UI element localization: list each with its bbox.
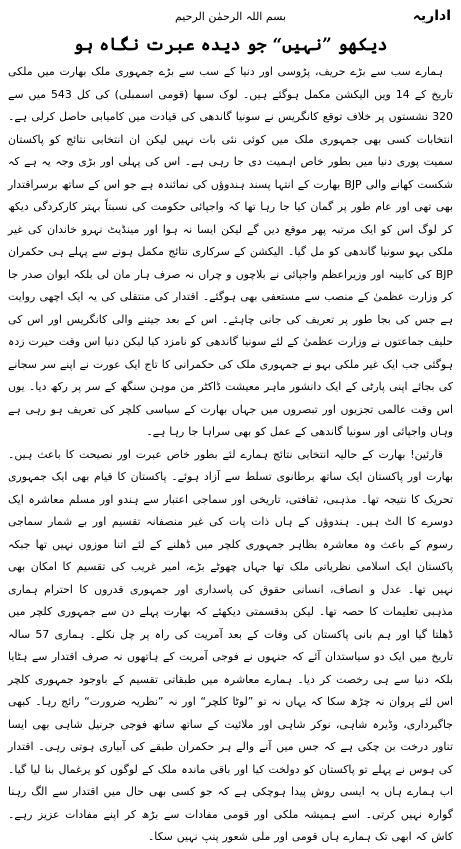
paragraph: ہمارے سب سے بڑے حریف، پڑوسی اور دنیا کے سب سے بڑے جمہوری ملک بھارت میں ملکی تاریخ کے 14 ویں الیکشن مکمل ہوگئے ہیں۔ لوک سبھا (قومی اسمبلی) کی کل 543 میں سے 320 نشستوں پر خلاف توقع کانگریس نے سونیا گاندھی کی قیادت میں کامیابی حاصل کرلی ہے۔ انتخابات کسی بھی جمہوری ملک میں کوئی نئی بات نہیں لیکن ان انتخابی نتائج کو پاکستان سمیت پوری دنیا میں بطور خاص اہمیت دی جا رہی ہے۔ اس کی پہلی اور بڑی وجہ یہ ہے کہ شکست کھانے والی BJP بھارت کے انتہا پسند ہندوؤں کی نمائندہ ہے جو اس کے ساتھ برسراقتدار بھی تھی اور عام طور پر گمان کیا جا رہا تھا کہ واجپائی حکومت کی نسبتاً بہتر کارکردگی دیکھ کر لوگ اس کو ایک مرتبہ پھر موقع دیں گے لیکن ایسا نہ ہوا اور مینڈیٹ نہرو خاندان کی غیر ملکی بہو سونیا گاندھی کو مل گیا۔ الیکشن کے سرکاری نتائج مکمل ہونے سے پہلے ہی حکمران BJP کی کابینہ اور وزیراعظم واجپائی نے بلاچوں و چراں نہ صرف ہار مان لی بلکہ ایوان صدر جا کر وزارت عظمیٰ کے منصب سے مستعفی بھی ہوگئے۔ اقتدار کی منتقلی کی یہ ایک اچھی روایت ہے جس کی بجا طور پر تعریف کی جانی چاہئے۔ اس کے بعد جیتنے والی کانگریس اور اس کی حلیف جماعتوں نے وزارت عظمیٰ کے لئے سونیا گاندھی کو نامزد کیا لیکن دنیا اس وقت حیرت زدہ ہوگئی جب ایک غیر ملکی بہو نے جمہوری ملک کی حکمرانی کا تاج ایک عورت نے اپنے سر سجانے کی بجائے اپنی پارٹی کے ایک دانشور ماہر معیشت ڈاکٹر من موہن سنگھ کے سر پر رکھ دیا۔ یوں اس وقت عالمی تجزیوں اور تبصروں میں جہاں بھارت کے سیاسی کلچر کی تعریف ہو رہی ہے وہاں واجپائی اور سونیا گاندھی کے عمل کو بھی سراہا جا رہا ہے۔ (7, 65, 454, 438)
bismillah: بسم اللہ الرحمٰن الرحیم (174, 10, 287, 23)
editorial-body (8, 61, 453, 849)
editorial-headline: دیکھو ”نہیں“ جو دیدہ عبرت نگاہ ہو (73, 35, 388, 55)
paragraph: قارئین! بھارت کے حالیہ انتخابی نتائج ہمارے لئے بطور خاص عبرت اور نصیحت کا باعث ہیں۔ بھارت اور پاکستان ایک ساتھ برطانوی تسلط سے آزاد ہوئے۔ پاکستان کا قیام بھی ایک جمہوری تحریک کا نتیجہ تھا۔ مذہبی، ثقافتی، تاریخی اور سماجی اعتبار سے ہندو اور مسلم معاشرہ ایک دوسرے کا الٹ ہیں۔ ہندوؤں کے ہاں ذات پات کی غیر منصفانہ تقسیم اور بے شمار سماجی رسوم کے باعث وہ معاشرہ بظاہر جمہوری کلچر میں ڈھلنے کے لئے اتنا موزوں نہیں تھا جبکہ پاکستان ایک اسلامی نظریاتی ملک تھا جہاں چھوٹے بڑے، امیر غریب کی تقسیم کا امکان بھی نہیں تھا۔ عدل و انصاف، انسانی حقوق کی پاسداری اور جمہوری قدروں کا احترام ہماری مذہبی تعلیمات کا حصہ تھا۔ لیکن بدقسمتی دیکھئے کہ بھارت پہلے دن سے جمہوری کلچر میں ڈھلتا گیا اور ہم بانی پاکستان کی وفات کے بعد آمریت کی راہ پر چل نکلے۔ ہماری 57 سالہ تاریخ میں ایک دو سیاستدان آئے کہ جنہوں نے فوجی آمریت کے ہاتھوں نہ صرف اقتدار سے ہٹایا بلکہ دنیا سے ہی رخصت کر دیا۔ ہمارے معاشرہ میں طبقاتی تقسیم کے باوجود جمہوری کلچر اس لئے پروان نہ چڑھ سکا کہ یہاں نہ تو ”لوٹا کلچر“ اور نہ ”نظریہ ضرورت“ رائج رہا۔ کبھی جاگیرداری، وڈیرہ شاہی، نوکر شاہی اور ملائیت کے ساتھ ساتھ فوجی جرنیل شاہی بھی ایسا تناور درخت بن چکی ہے کہ جس میں آنے والے ہر حکمران طبقے کی آبیاری ہوتی رہی۔ اقتدار کی ہوس نے پہلے تو پاکستان کو دولخت کیا اور باقی ماندہ ملک کے لوگوں کو یرغمال بنا لیا گیا۔ اب ہمارے ہاں یہ ایسی روش پیدا ہوچکی ہے کہ جو کسی بھی حال میں اقتدار سے الگ رہنا گوارہ نہیں کرتی۔ اسے ہمیشہ ملکی اور قومی مفادات سے بڑھ کر اپنے مفادات عزیز رہے۔ کاش کہ ابھی تک ہمارے ہاں قومی اور ملی شعور پنپ نہیں سکا۔ (8, 447, 453, 843)
section-label: اداریہ (412, 8, 451, 24)
page-header (8, 6, 453, 26)
